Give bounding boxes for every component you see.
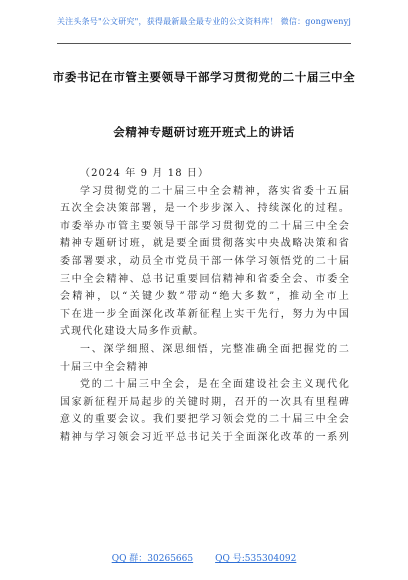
section-heading-line: 十届三中全会精神: [60, 361, 149, 373]
body-line: 委部署要求，动员全市党员干部一体学习领悟党的二十届: [60, 255, 350, 267]
body-line: 会精神，以“关键少数”带动“绝大多数”，推动全市上: [60, 291, 350, 303]
body-line: 国家新征程开局起步的关键时期，召开的一次具有里程碑: [60, 396, 350, 408]
body-line: 五次全会决策部署，是一个步步深入、持续深化的过程。: [60, 203, 350, 215]
footer-qq-group-link[interactable]: QQ 群：30265665: [111, 554, 194, 564]
body-line: 学习贯彻党的二十届三中全会精神，落实省委十五届: [80, 185, 350, 197]
footer-contact: [0, 551, 408, 564]
body-line: 精神与学习领会习近平总书记关于全面深化改革的一系列: [60, 431, 350, 443]
body-line: 式现代化建设大局多作贡献。: [60, 326, 205, 338]
body-line: 市委举办市管主要领导干部学习贯彻党的二十届三中全会: [60, 220, 350, 232]
body-line: 意义的重要会议。我们要把学习领会党的二十届三中全会: [60, 414, 350, 426]
document-title-line-1: 市委书记在市管主要领导干部学习贯彻党的二十届三中全: [52, 70, 356, 84]
body-line: 下在进一步全面深化改革新征程上实干先行，努力为中国: [60, 308, 350, 320]
document-title-line-2: 会精神专题研讨班开班式上的讲话: [113, 125, 295, 139]
header-banner: 关注头条号"公文研究"，获得最新最全最专业的公文资料库！ 微信：gongwenyj: [56, 17, 352, 26]
body-line: 精神专题研讨班，就是要全面贯彻落实中央战略决策和省: [60, 238, 350, 250]
date-line: （2024 年 9 月 18 日）: [80, 168, 210, 179]
header-divider: [57, 43, 351, 44]
document-body: [60, 165, 350, 447]
footer-qq-number-link[interactable]: QQ 号:535304092: [215, 554, 297, 564]
body-line: 三中全会精神、总书记重要回信精神和省委全会、市委全: [60, 273, 350, 285]
section-heading-line: 一、深学细照、深思细悟，完整准确全面把握党的二: [80, 343, 350, 355]
body-line: 党的二十届三中全会，是在全面建设社会主义现代化: [80, 379, 350, 391]
